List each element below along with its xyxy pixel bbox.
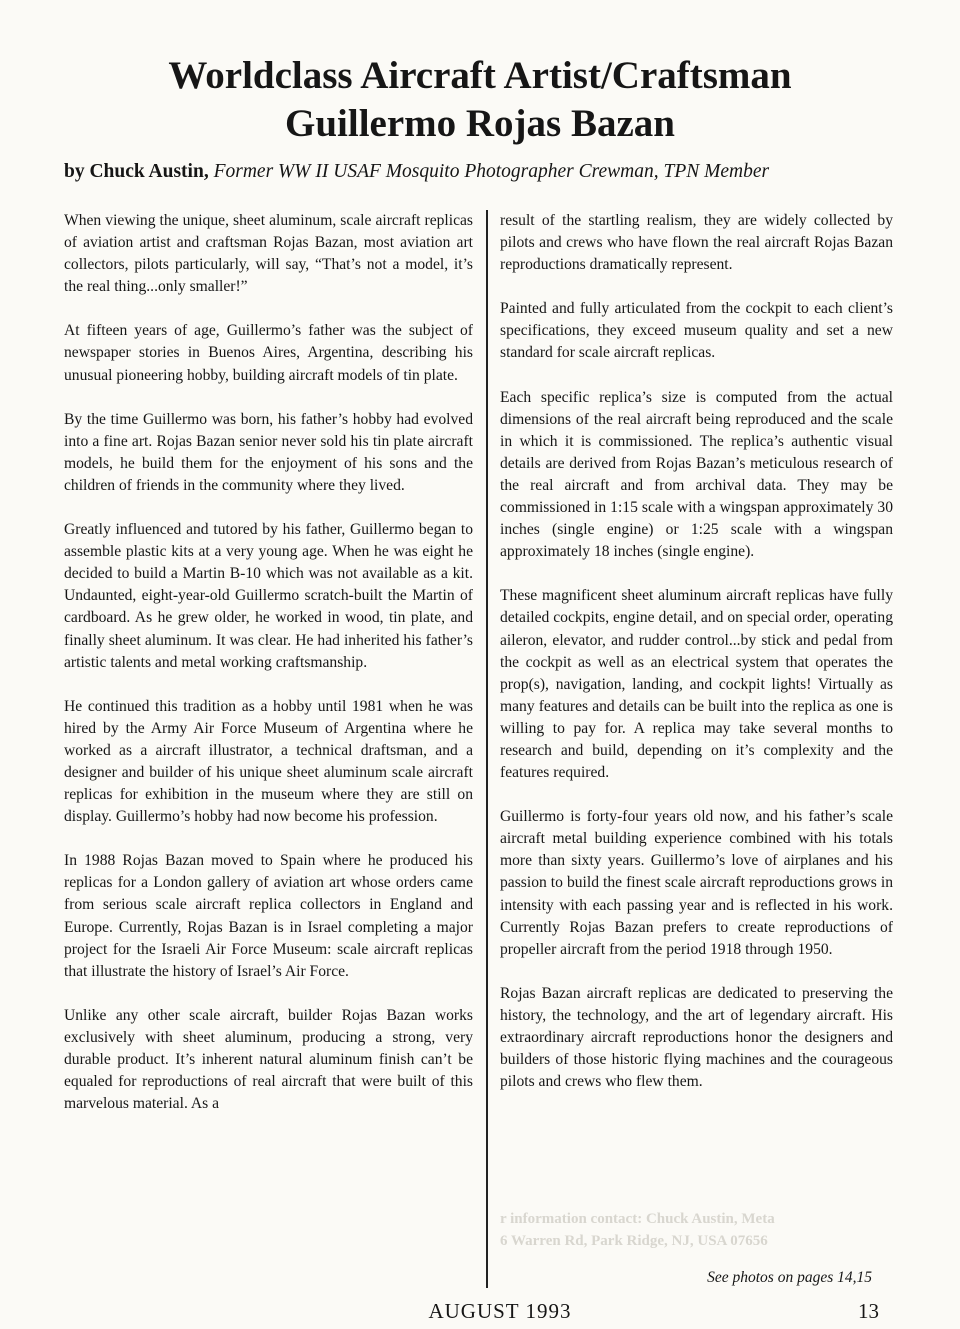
paragraph: By the time Guillermo was born, his father’s hobby had evolved into a fine art. Rojas Bazan senior never sold his tin plate aircraft models, he build them for the enjoyment of his sons and the children of friends in the community where they lived. [64,410,473,494]
byline-author: by Chuck Austin, [64,161,209,182]
byline-role: Former WW II USAF Mosquito Photographer Crewman, TPN Member [213,161,770,182]
paragraph: Painted and fully articulated from the cockpit to each client’s specifications, they exceed museum quality and set a new standard for scale aircraft replicas. [500,300,893,362]
page-number: 13 [858,1299,879,1323]
paragraph: These magnificent sheet aluminum aircraft replicas have fully detailed cockpits, engine detail, and on special order, operating aileron, elevator, and rudder control...by stick and pedal from the cockpit as well as an electrical system that operates the prop(s), navigation, landing, and cockpit lights! Virtually as many features and details can be built into the replica as one is willing to pay for. A replica may take several months to research and build, depending on it’s complexity and the features required. [500,587,893,782]
left-column [64,210,473,1137]
column-divider [486,210,488,1288]
paragraph: He continued this tradition as a hobby until 1981 when he was hired by the Army Air Force Museum of Argentina where he worked as a aircraft illustrator, a technical draftsman, and a designer and builder of his unique sheet aluminum scale aircraft replicas for exhibition in the museum where they are still on display. Guillermo’s hobby had now become his profession. [64,697,473,826]
paragraph: Unlike any other scale aircraft, builder Rojas Bazan works exclusively with sheet aluminum, producing a strong, very durable product. It’s inherent natural aluminum finish can’t be equaled for reproductions of real aircraft that were built of this marvelous material. As a [64,1006,473,1113]
paragraph: Rojas Bazan aircraft replicas are dedicated to preserving the history, the technology, and the art of legendary aircraft. His extraordinary aircraft reproductions honor the designers and builders of those historic flying machines and the courageous pilots and crews who flew them. [500,984,893,1091]
paragraph: Guillermo is forty-four years old now, and his father’s scale aircraft metal building experience combined with his totals more than sixty years. Guillermo’s love of airplanes and his passion to build the finest scale aircraft reproductions grows in intensity with each passing year and is reflected in his work. Currently Rojas Bazan prefers to create reproductions of propeller aircraft from the period 1918 through 1950. [500,808,893,958]
paragraph: Greatly influenced and tutored by his father, Guillermo began to assemble plastic kits at a very young age. When he was eight he decided to build a Martin B-10 which was not available as a kit. Undaunted, eight-year-old Guillermo scratch-built the Martin of cardboard. As he grew older, he worked in wood, tin plate, and finally sheet aluminum. It was clear. He had inherited his father’s artistic talents and metal working craftsmanship. [64,521,473,671]
article-title-line-2: Guillermo Rojas Bazan [285,102,675,145]
article-title-line-1: Worldclass Aircraft Artist/Craftsman [168,54,792,97]
footer-date: AUGUST 1993 [428,1299,572,1323]
faded-contact-line-1: r information contact: Chuck Austin, Meta [500,1211,775,1227]
paragraph: When viewing the unique, sheet aluminum, scale aircraft replicas of aviation artist and craftsman Rojas Bazan, most aviation art collectors, pilots particularly, will say, “That’s not a model, it’s the real thing...only smaller!” [64,212,473,296]
paragraph: In 1988 Rojas Bazan moved to Spain where he produced his replicas for a London gallery of aviation art whose orders came from serious scale aircraft replica collectors in England and Europe. Currently, Rojas Bazan is in Israel completing a major project for the Israeli Air Force Museum: scale aircraft replicas that illustrate the history of Israel’s Air Force. [64,852,473,980]
faded-contact-line-2: 6 Warren Rd, Park Ridge, NJ, USA 07656 [500,1233,768,1249]
paragraph: Each specific replica’s size is computed from the actual dimensions of the real aircraft being reproduced and the scale in which it is commissioned. The replica’s authentic visual details are derived from Rojas Bazan’s meticulous research of the real aircraft and from archival data. They may be commissioned in 1:15 scale with a wingspan approximately 30 inches (single engine) or 1:25 scale with a wingspan approximately 18 inches (single engine). [500,388,893,561]
right-column [500,210,893,1115]
byline [64,161,904,183]
paragraph: At fifteen years of age, Guillermo’s father was the subject of newspaper stories in Buenos Aires, Argentina, describing his unusual pioneering hobby, building aircraft models of tin plate. [64,322,473,384]
article-title [0,52,960,148]
faded-contact-info [500,1208,893,1252]
paragraph: result of the startling realism, they are widely collected by pilots and crews who have flown the real aircraft Rojas Bazan reproductions dramatically represent. [500,212,893,274]
see-photos-note: See photos on pages 14,15 [707,1269,872,1286]
